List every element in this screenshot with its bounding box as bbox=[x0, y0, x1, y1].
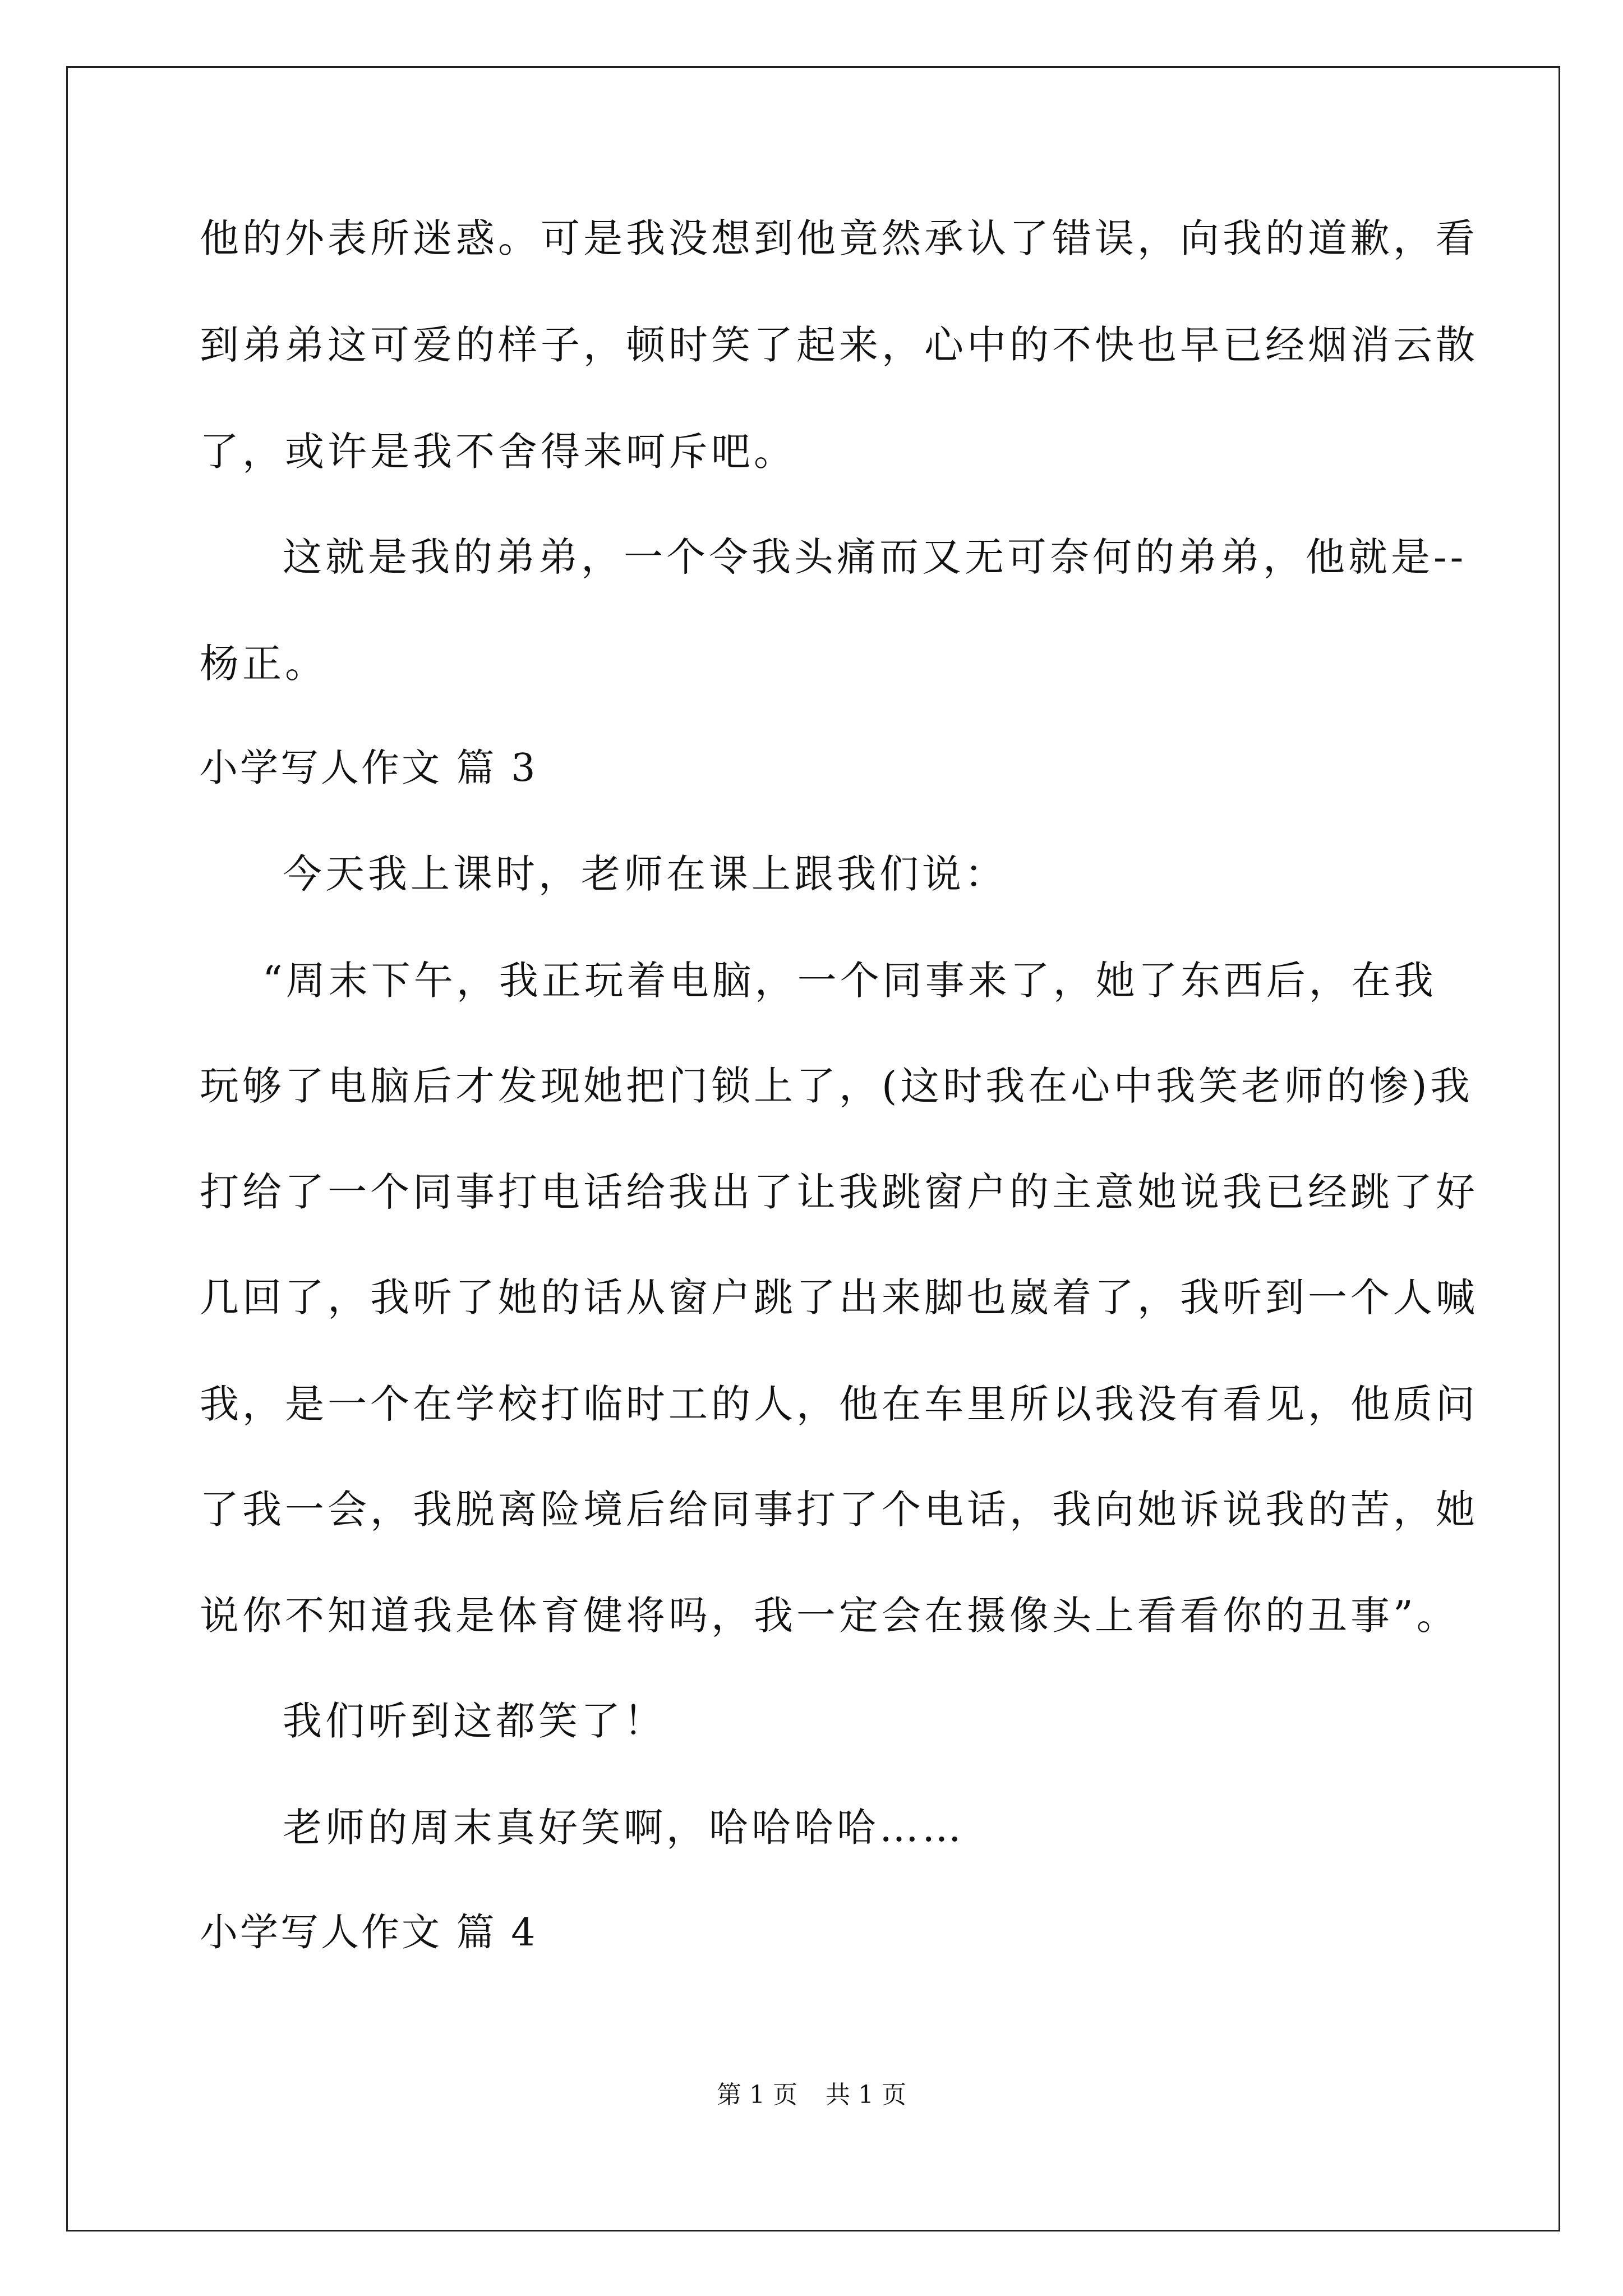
paragraph-line: 他的外表所迷惑。可是我没想到他竟然承认了错误，向我的道歉，看 bbox=[200, 215, 1478, 261]
paragraph-line: 我们听到这都笑了！ bbox=[283, 1698, 666, 1744]
paragraph-line: “周末下午，我正玩着电脑，一个同事来了，她了东西后，在我 bbox=[262, 958, 1437, 1004]
paragraph-line: 玩够了电脑后才发现她把门锁上了，(这时我在心中我笑老师的惨)我 bbox=[200, 1063, 1473, 1109]
paragraph-line: 几回了，我听了她的话从窗户跳了出来脚也崴着了，我听到一个人喊 bbox=[200, 1274, 1478, 1320]
paragraph-line: 老师的周末真好笑啊，哈哈哈哈…… bbox=[283, 1805, 965, 1851]
section-heading: 小学写人作文 篇 4 bbox=[200, 1911, 538, 1955]
page-total: 共 1 页 bbox=[826, 2081, 906, 2109]
paragraph-line: 今天我上课时，老师在课上跟我们说： bbox=[283, 851, 1007, 897]
paragraph-line: 杨正。 bbox=[200, 641, 328, 687]
page-footer bbox=[0, 2078, 1623, 2112]
page-number: 第 1 页 bbox=[717, 2081, 797, 2109]
page-border bbox=[66, 66, 1560, 2231]
section-heading: 小学写人作文 篇 3 bbox=[200, 746, 538, 790]
paragraph-line: 了我一会，我脱离险境后给同事打了个电话，我向她诉说我的苦，她 bbox=[200, 1487, 1478, 1533]
paragraph-line: 这就是我的弟弟，一个令我头痛而又无可奈何的弟弟，他就是-- bbox=[283, 534, 1467, 580]
paragraph-line: 打给了一个同事打电话给我出了让我跳窗户的主意她说我已经跳了好 bbox=[200, 1169, 1478, 1215]
paragraph-line: 到弟弟这可爱的样子，顿时笑了起来，心中的不快也早已经烟消云散 bbox=[200, 322, 1478, 368]
paragraph-line: 了，或许是我不舍得来呵斥吧。 bbox=[200, 429, 796, 475]
paragraph-line: 我，是一个在学校打临时工的人，他在车里所以我没有看见，他质问 bbox=[200, 1381, 1478, 1427]
paragraph-line: 说你不知道我是体育健将吗，我一定会在摄像头上看看你的丑事”。 bbox=[200, 1593, 1459, 1639]
